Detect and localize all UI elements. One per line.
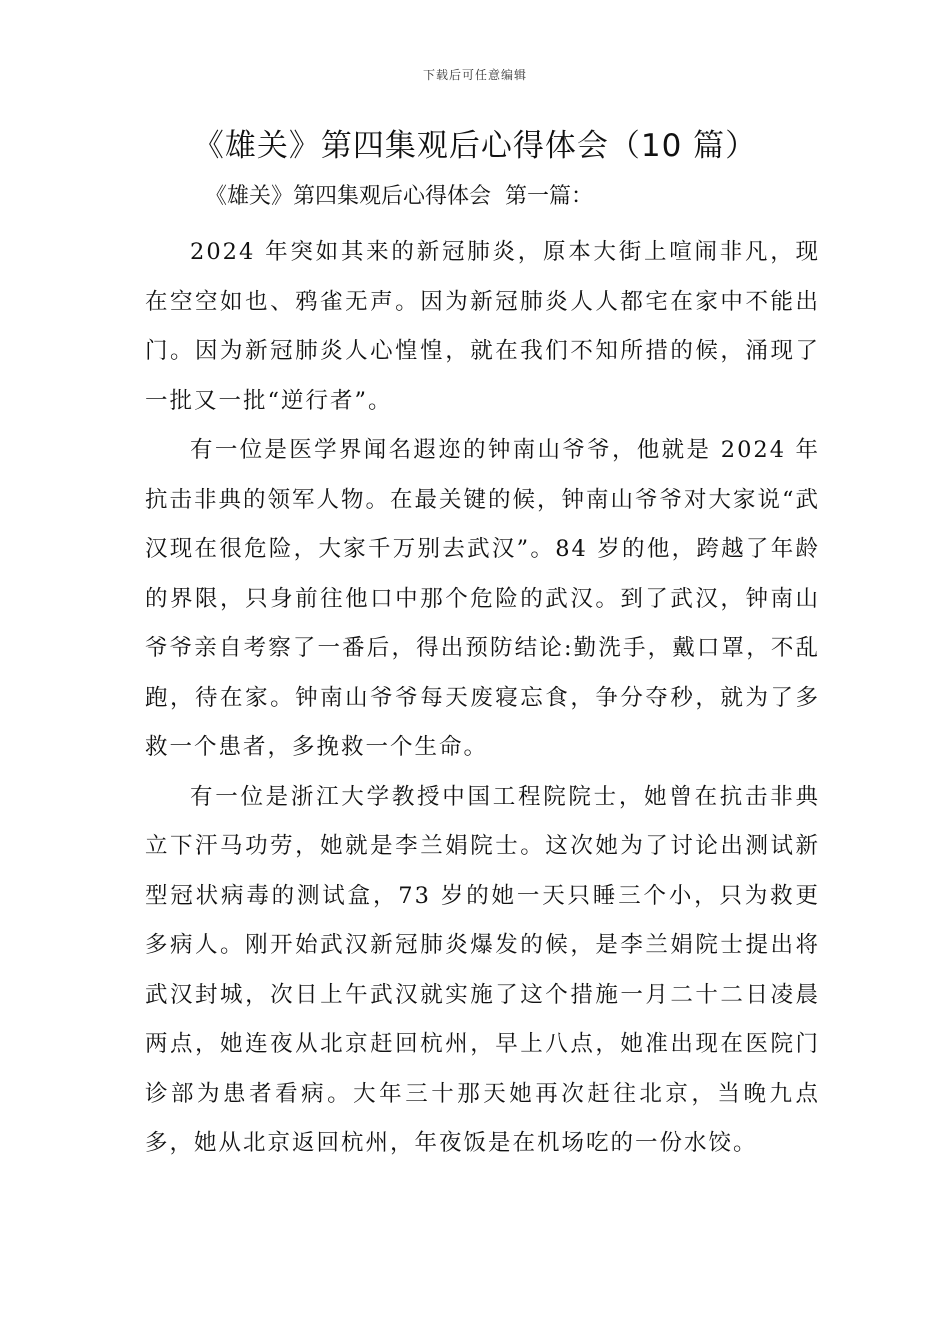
document-title: 《雄关》第四集观后心得体会（10 篇） [192,128,758,164]
document-body [145,228,820,1169]
document-subtitle: 《雄关》第四集观后心得体会 第一篇： [205,184,593,209]
header-note: 下载后可任意编辑 [422,68,527,82]
paragraph: 有一位是浙江大学教授中国工程院院士，她曾在抗击非典立下汗马功劳，她就是李兰娟院士。这次她为了讨论出测试新型冠状病毒的测试盒，73 岁的她一天只睡三个小，只为救更多病人。刚开始武汉新冠肺炎爆发的候，是李兰娟院士提出将武汉封城，次日上午武汉就实施了这个措施一月二十二日凌晨两点，她连夜从北京赶回杭州，早上八点，她准出现在医院门诊部为患者看病。大年三十那天她再次赶往北京，当晚九点多，她从北京返回杭州，年夜饭是在机场吃的一份水饺。 [145,783,820,1156]
paragraph: 有一位是医学界闻名遐迩的钟南山爷爷，他就是 2024 年抗击非典的领军人物。在最关键的候，钟南山爷爷对大家说“武汉现在很危险，大家千万别去武汉”。84 岁的他，跨越了年龄的界限，只身前往他口中那个危险的武汉。到了武汉，钟南山爷爷亲自考察了一番后，得出预防结论:勤洗手，戴口罩，不乱跑，待在家。钟南山爷爷每天废寝忘食，争分夺秒，就为了多救一个患者，多挽救一个生命。 [145,437,821,760]
paragraph: 2024 年突如其来的新冠肺炎，原本大街上喧闹非凡，现在空空如也、鸦雀无声。因为新冠肺炎人人都宅在家中不能出门。因为新冠肺炎人心惶惶，就在我们不知所措的候，涌现了一批又一批“逆行者”。 [145,239,820,414]
